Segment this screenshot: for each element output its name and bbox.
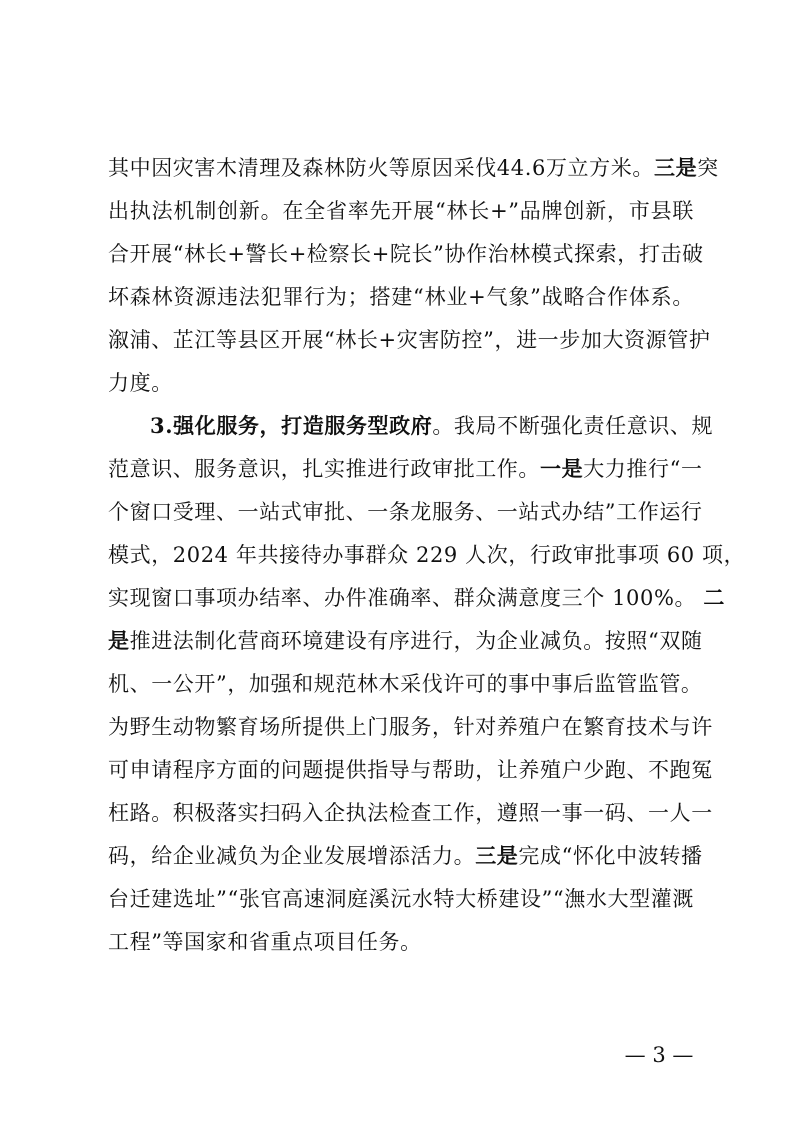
text-run: 出执法机制创新。在全省率先开展“林长+”品牌创新，市县联 [108,199,694,223]
text-line [108,490,703,534]
text-run: 为野生动物繁育场所提供上门服务，针对养殖户在繁育技术与许 [108,715,713,739]
page-number: — 3 — [624,1043,694,1067]
text-run: 完成“怀化中波转播 [518,844,703,868]
text-run: 实现窗口事项办结率、办件准确率、群众满意度三个 100%。 [108,586,704,610]
bold-run: 二 [703,585,725,610]
text-run: 机、一公开”，加强和规范林木采伐许可的事中事后监管监管。 [108,672,703,696]
section-heading-line [150,404,714,448]
text-run: 突 [697,156,719,180]
bold-run: 一是 [540,456,584,481]
text-run: 模式，2024 年共接待办事群众 229 人次，行政审批事项 60 项， [108,543,746,567]
text-run: 工程”等国家和省重点项目任务。 [108,930,422,954]
text-line [108,318,711,362]
text-run: 可申请程序方面的问题提供指导与帮助，让养殖户少跑、不跑冤 [108,758,713,782]
text-run: 范意识、服务意识，扎实推进行政审批工作。 [108,457,540,481]
bold-run: 三是 [475,843,519,868]
text-line [108,361,694,405]
text-line [108,146,719,190]
text-line [108,232,704,276]
text-line [108,275,694,319]
bold-run: 三是 [653,155,698,180]
text-line [108,791,713,835]
text-run: 码，给企业减负为企业发展增添活力。 [108,844,476,868]
text-run: 大力推行“一 [583,457,703,481]
text-run: 坏森林资源违法犯罪行为；搭建“林业+气象”战略合作体系。 [108,285,694,309]
text-run: 溆浦、芷江等县区开展“林长+灾害防控”，进一步加大资源管护 [108,328,711,352]
text-run: 个窗口受理、一站式审批、一条龙服务、一站式办结”工作运行 [108,500,703,524]
text-line [108,920,694,964]
text-run: 。我局不断强化责任意识、规 [432,414,714,438]
text-line [108,834,703,878]
text-line [108,619,703,663]
text-run: 合开展“林长+警长+检察长+院长”协作治林模式探索，打击破 [108,242,704,266]
text-line [108,877,694,921]
text-run: 其中因灾害木清理及森林防火等原因采伐44.6万立方米。 [108,156,654,180]
text-run: 枉路。积极落实扫码入企执法检查工作，遵照一事一码、一人一 [108,801,713,825]
text-line [108,447,703,491]
text-run: 力度。 [108,371,173,395]
text-line [108,662,703,706]
text-line [108,748,713,792]
text-line [108,576,725,620]
text-line [108,189,694,233]
text-run: 推进法制化营商环境建设有序进行，为企业减负。按照“双随 [129,629,703,653]
text-run: 台迁建选址”“张官高速洞庭溪沅水特大桥建设”“潕水大型灌溉 [108,887,694,911]
text-line [108,533,746,577]
text-line [108,705,713,749]
bold-run: 3.强化服务，打造服务型政府 [150,413,433,438]
bold-run: 是 [108,628,130,653]
